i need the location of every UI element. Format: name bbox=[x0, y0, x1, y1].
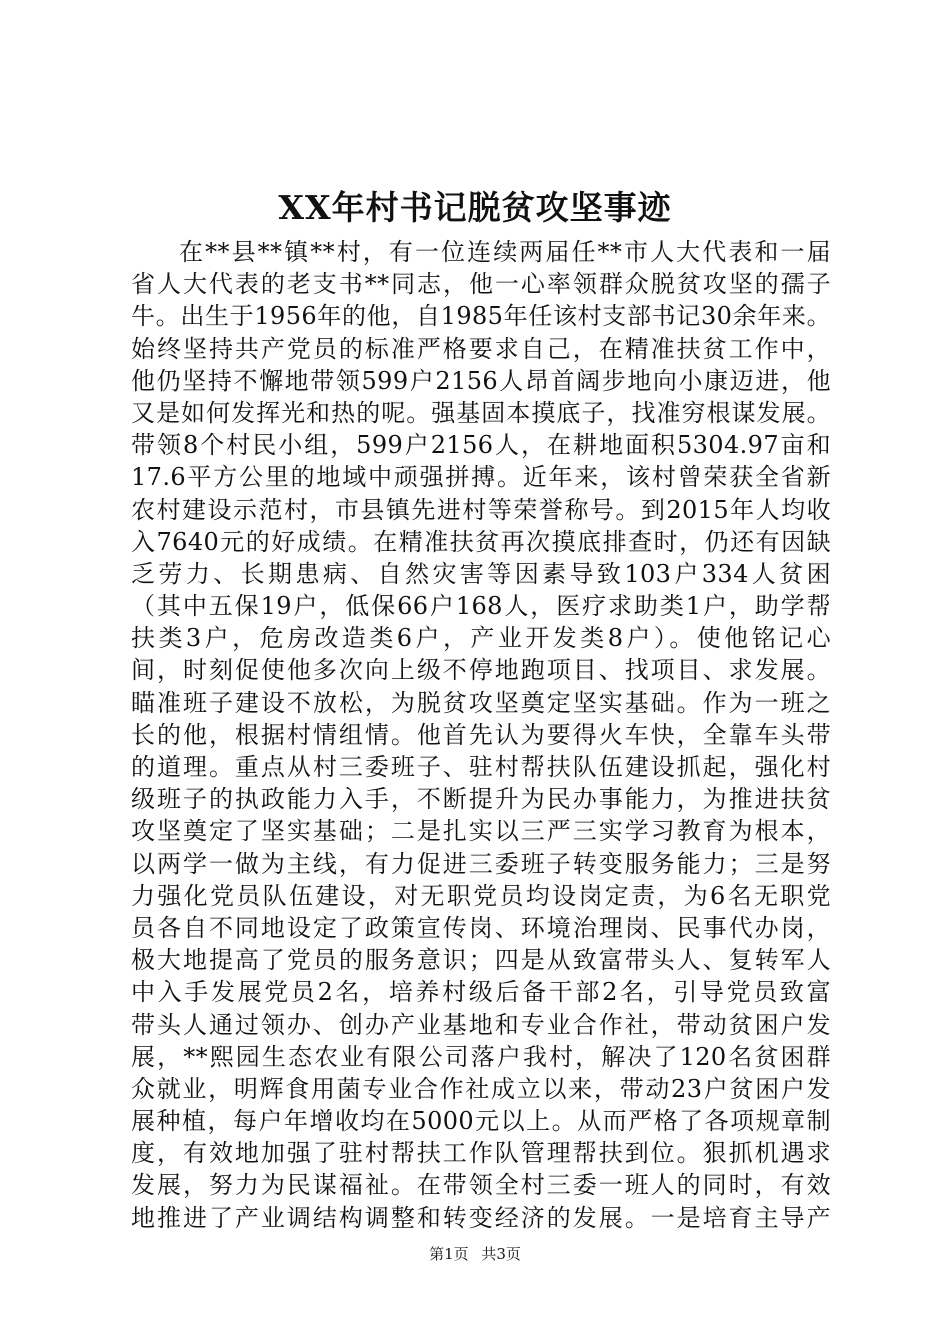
body-line: 扶类3户，危房改造类6户，产业开发类8户）。使他铭记心 bbox=[131, 624, 831, 653]
body-line: 在**县**镇**村，有一位连续两届任**市人大代表和一届 bbox=[179, 238, 831, 266]
body-line: 级班子的执政能力入手，不断提升为民办事能力，为推进扶贫 bbox=[131, 785, 831, 814]
page-number: 第1页 bbox=[429, 1245, 469, 1263]
body-line: 度，有效地加强了驻村帮扶工作队管理帮扶到位。狠抓机遇求 bbox=[131, 1139, 831, 1168]
body-line: 省人大代表的老支书**同志，他一心率领群众脱贫攻坚的孺子 bbox=[131, 270, 831, 299]
body-line: 入7640元的好成绩。在精准扶贫再次摸底排查时，仍还有因缺 bbox=[131, 527, 831, 556]
body-line: 展种植，每户年增收均在5000元以上。从而严格了各项规章制 bbox=[131, 1107, 831, 1136]
body-line: 众就业，明辉食用菌专业合作社成立以来，带动23户贫困户发 bbox=[131, 1074, 831, 1103]
body-line: 带领8个村民小组，599户2156人，在耕地面积5304.97亩和 bbox=[131, 431, 831, 460]
body-line: 又是如何发挥光和热的呢。强基固本摸底子，找准穷根谋发展。 bbox=[131, 398, 831, 427]
body-line: 农村建设示范村，市县镇先进村等荣誉称号。到2015年人均收 bbox=[131, 495, 831, 524]
document-title: XX年村书记脱贫攻坚事迹 bbox=[278, 188, 672, 227]
body-line: 展，**熙园生态农业有限公司落户我村，解决了120名贫困群 bbox=[131, 1042, 831, 1071]
body-line: 牛。出生于1956年的他，自1985年任该村支部书记30余年来。 bbox=[131, 302, 831, 331]
body-line: 发展，努力为民谋福祉。在带领全村三委一班人的同时，有效 bbox=[131, 1171, 831, 1200]
document-body bbox=[131, 236, 831, 1234]
body-line: （其中五保19户，低保66户168人，医疗求助类1户，助学帮 bbox=[131, 592, 831, 621]
page-total: 共3页 bbox=[481, 1245, 521, 1263]
body-line: 以两学一做为主线，有力促进三委班子转变服务能力；三是努 bbox=[131, 849, 831, 878]
body-line: 始终坚持共产党员的标准严格要求自己，在精准扶贫工作中， bbox=[131, 334, 831, 363]
body-line: 中入手发展党员2名，培养村级后备干部2名，引导党员致富 bbox=[131, 978, 831, 1007]
body-line: 乏劳力、长期患病、自然灾害等因素导致103户334人贫困 bbox=[131, 559, 831, 588]
body-line: 间，时刻促使他多次向上级不停地跑项目、找项目、求发展。 bbox=[131, 656, 831, 685]
body-line: 带头人通过领办、创办产业基地和专业合作社，带动贫困户发 bbox=[131, 1010, 831, 1039]
page-footer bbox=[0, 1244, 950, 1264]
body-line: 瞄准班子建设不放松，为脱贫攻坚奠定坚实基础。作为一班之 bbox=[131, 688, 831, 717]
body-line: 地推进了产业调结构调整和转变经济的发展。一是培育主导产 bbox=[131, 1203, 831, 1232]
body-line: 他仍坚持不懈地带领599户2156人昂首阔步地向小康迈进，他 bbox=[131, 366, 831, 395]
body-line: 攻坚奠定了坚实基础；二是扎实以三严三实学习教育为根本， bbox=[131, 817, 831, 846]
body-line: 的道理。重点从村三委班子、驻村帮扶队伍建设抓起，强化村 bbox=[131, 753, 831, 781]
body-line: 员各自不同地设定了政策宣传岗、环境治理岗、民事代办岗， bbox=[131, 913, 831, 942]
body-line: 力强化党员队伍建设，对无职党员均设岗定责，为6名无职党 bbox=[131, 881, 831, 910]
body-line: 长的他，根据村情组情。他首先认为要得火车快，全靠车头带 bbox=[131, 720, 831, 749]
body-line: 极大地提高了党员的服务意识；四是从致富带头人、复转军人 bbox=[131, 946, 831, 975]
body-line: 17.6平方公里的地域中顽强拼搏。近年来，该村曾荣获全省新 bbox=[131, 463, 831, 492]
